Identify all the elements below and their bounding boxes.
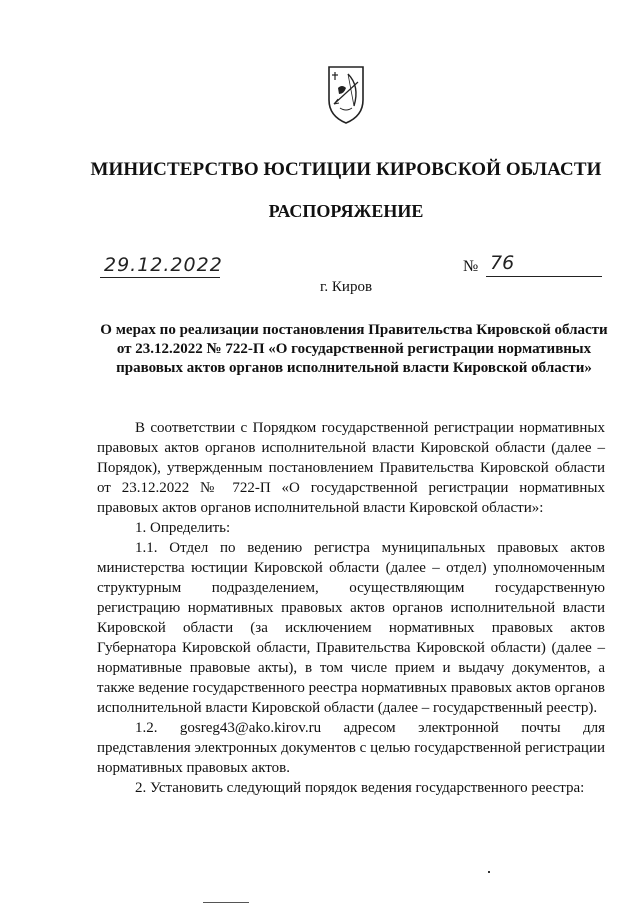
coat-of-arms-icon — [326, 64, 366, 126]
paragraph-2: 2. Установить следующий порядок ведения государственного реестра: — [135, 780, 585, 796]
scan-speck — [488, 871, 490, 873]
date-underline — [100, 277, 220, 278]
footer-line — [203, 902, 249, 903]
paragraph-1-1: 1.1. Отдел по ведению регистра муниципальных правовых актов министерства юстиции Кировской области (далее – отдел) уполномоченным структурным подразделением, осуществляющим государственную регистрацию нормативных правовых актов органов исполнительной власти Кировской области (за исключением нормативных правовых актов Губернатора Кировской области, Правительства Кировской области) (далее – нормативные правовые акты), в том числе прием и выдачу документов, а также ведение государственного реестра нормативных правовых актов органов исполнительной власти Кировской области (далее – государственный реестр). — [97, 540, 605, 716]
document-type: РАСПОРЯЖЕНИЕ — [268, 201, 424, 221]
document-title: О мерах по реализации постановления Правительства Кировской области от 23.12.2022 № 722-П «О государственной регистрации нормативных правовых актов органов исполнительной власти Кировской области» — [100, 322, 608, 376]
document-body — [97, 418, 605, 798]
number-sign: № — [463, 258, 479, 275]
paragraph-1: 1. Определить: — [135, 520, 231, 536]
document-number: 76 — [490, 252, 515, 274]
city: г. Киров — [319, 279, 373, 295]
paragraph-preamble: В соответствии с Порядком государственной регистрации нормативных правовых актов органов исполнительной власти Кировской области (далее – Порядок), утвержденным постановлением Правительства Кировской области от 23.12.2022 № 722-П «О государственной регистрации нормативных правовых актов органов исполнительной власти Кировской области»: — [97, 420, 605, 516]
number-underline — [486, 276, 602, 277]
paragraph-1-2: 1.2. gosreg43@ako.kirov.ru адресом электронной почты для представления электронных документов с целью государственной регистрации нормативных правовых актов. — [97, 720, 605, 776]
document-date: 29.12.2022 — [104, 254, 223, 276]
ministry-name: МИНИСТЕРСТВО ЮСТИЦИИ КИРОВСКОЙ ОБЛАСТИ — [90, 159, 602, 180]
